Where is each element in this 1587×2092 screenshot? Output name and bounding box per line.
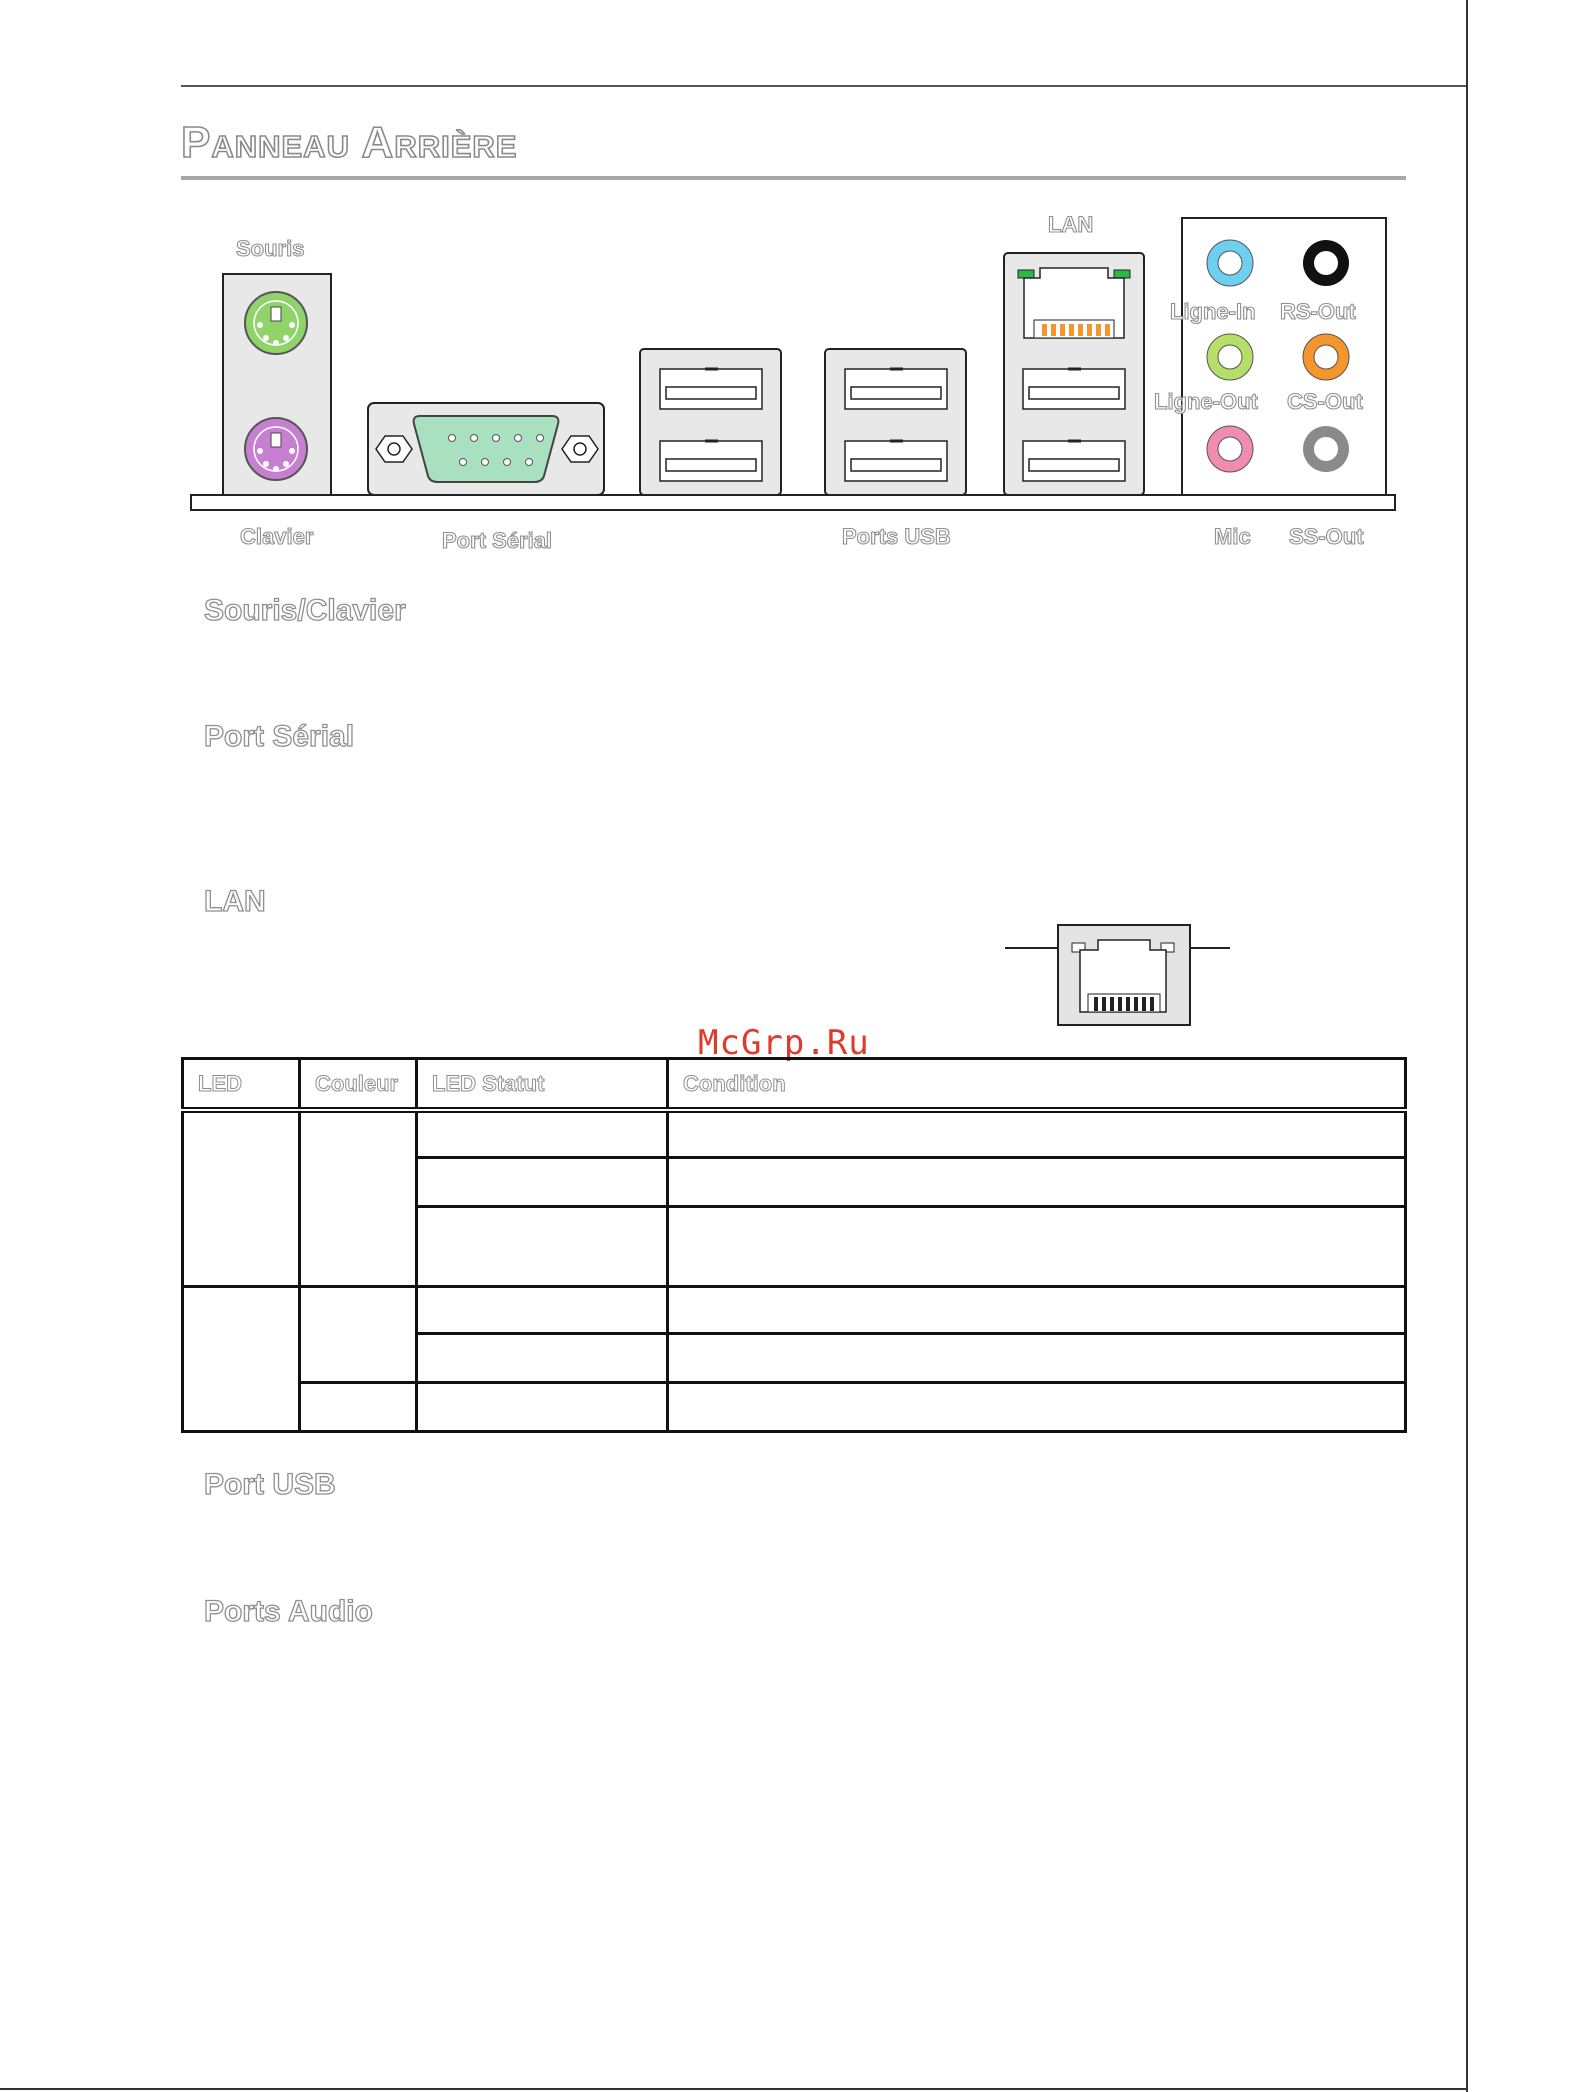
table-cell: [300, 1110, 417, 1286]
section-heading-lan: LAN: [204, 885, 266, 918]
panel-base-plate: [191, 495, 1395, 510]
table-cell: [668, 1110, 1406, 1157]
lan-led-right: [1161, 943, 1174, 952]
label-line-out: Ligne-Out: [1154, 389, 1258, 414]
usb-port-6: [1023, 441, 1125, 481]
usb-port-5: [1023, 369, 1125, 409]
back-panel-diagram: [0, 0, 1587, 560]
label-ss-out: SS-Out: [1289, 524, 1364, 549]
section-heading-mouse-keyboard: Souris/Clavier: [204, 594, 406, 627]
label-mouse: Souris: [236, 236, 305, 261]
section-heading-serial: Port Sérial: [204, 720, 355, 753]
table-cell: [300, 1286, 417, 1382]
table-cell: [668, 1333, 1406, 1382]
table-cell: [183, 1286, 300, 1431]
table-cell: [668, 1382, 1406, 1431]
section-heading-usb: Port USB: [204, 1468, 336, 1501]
label-serial-port: Port Sérial: [442, 528, 553, 553]
label-keyboard: Clavier: [240, 524, 314, 549]
label-rs-out: RS-Out: [1280, 299, 1356, 324]
table-header-condition: Condition: [668, 1059, 1406, 1111]
table-cell: [417, 1110, 668, 1157]
table-cell: [668, 1206, 1406, 1286]
table-cell: [668, 1157, 1406, 1206]
table-cell: [417, 1382, 668, 1431]
table-row: [183, 1286, 1406, 1333]
table-header-led: LED: [183, 1059, 300, 1111]
page-border-bottom: [0, 2088, 1466, 2090]
table-cell: [417, 1206, 668, 1286]
label-usb-ports: Ports USB: [842, 524, 951, 549]
section-heading-audio: Ports Audio: [204, 1595, 373, 1628]
label-line-in: Ligne-In: [1170, 299, 1256, 324]
table-row: [183, 1382, 1406, 1431]
lan-led-left: [1072, 943, 1085, 952]
usb-port-1: [660, 369, 762, 409]
table-cell: [668, 1286, 1406, 1333]
serial-port: [414, 416, 559, 482]
page-title: Panneau Arrière: [181, 118, 518, 167]
table-header-status: LED Statut: [417, 1059, 668, 1111]
table-cell: [417, 1333, 668, 1382]
lan-led-table: [181, 1057, 1407, 1433]
label-mic: Mic: [1214, 524, 1251, 549]
table-header-color: Couleur: [300, 1059, 417, 1111]
label-cs-out: CS-Out: [1287, 389, 1363, 414]
table-header-row: [183, 1059, 1406, 1111]
table-row: [183, 1110, 1406, 1157]
table-cell: [417, 1286, 668, 1333]
label-lan: LAN: [1048, 212, 1094, 237]
usb-port-3: [845, 369, 947, 409]
lan-port: [1018, 268, 1130, 338]
usb-port-4: [845, 441, 947, 481]
table-cell: [300, 1382, 417, 1431]
table-cell: [417, 1157, 668, 1206]
usb-port-2: [660, 441, 762, 481]
table-cell: [183, 1110, 300, 1286]
watermark: McGrp.Ru: [698, 1023, 870, 1063]
